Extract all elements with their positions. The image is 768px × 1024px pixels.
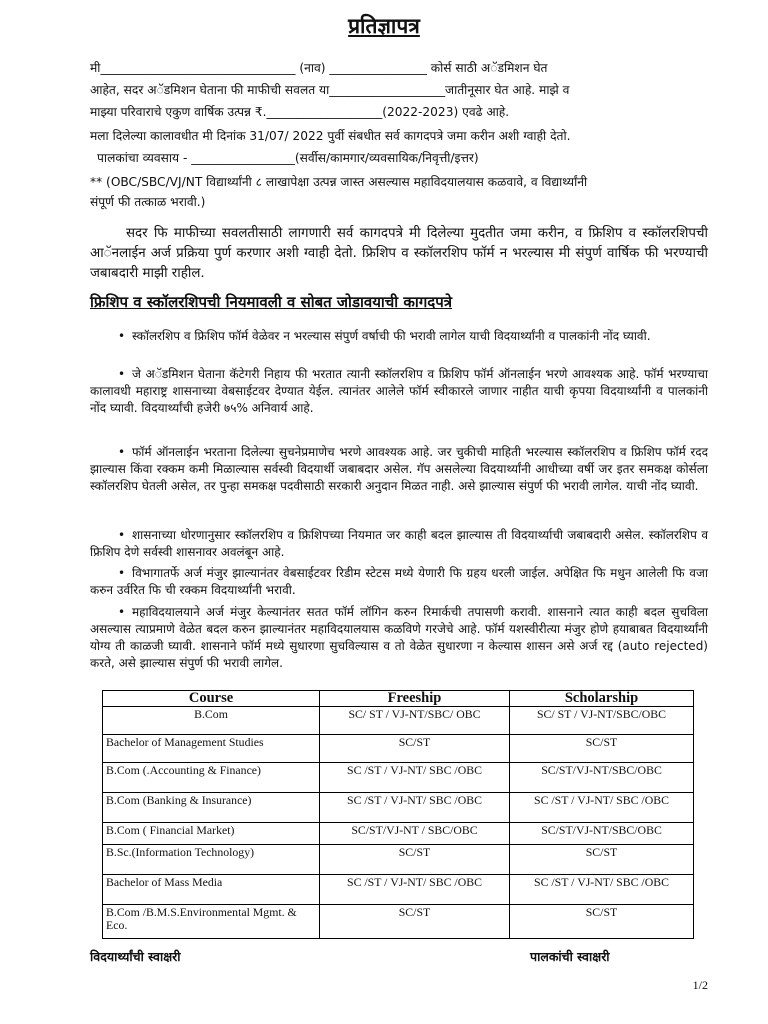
header-course: Course — [103, 691, 320, 707]
scholarship-cell: SC/ST/VJ-NT/SBC/OBC — [510, 763, 694, 793]
table-row — [103, 793, 694, 823]
student-signature-label: विदयार्थ्यांची स्वाक्षरी — [90, 949, 181, 964]
rule-item: • स्कॉलरशिप व फ्रिशिप फॉर्म वेळेवर न भरल्यास संपुर्ण वर्षाची फी भरावी लागेल याची विदयार्थ्यांनी व पालकांनी नोंद घ्यावी. — [118, 329, 651, 343]
form-line-caste: आहेत, सदर अॅडमिशन घेताना फी माफीची सवलत या___________________जातीनूसार घेत आहे. माझे व — [90, 83, 570, 97]
page-title: प्रतिज्ञापत्र — [348, 14, 420, 38]
course-cell: Bachelor of Mass Media — [103, 875, 320, 905]
rule-item: • फॉर्म ऑनलाईन भरताना दिलेल्या सुचनेप्रमाणेच भरणे आवश्यक आहे. जर चुकीची माहिती भरल्यास स्कॉलरशिप व फ्रिशिप फॉर्म रदद झाल्यास किंवा रक्कम कमी मिळाल्यास सर्वस्वी विदयार्थी जबाबदार असेल. गॅप असलेल्या विदयार्थ्यांनी आधीच्या वर्षी जर इतर समकक्ष कोर्सला स्कॉलरशिप घेतली असेल, तर पुन्हा समकक्ष पदवीसाठी सरकारी अनुदान मिळत नाही. असे झाल्यास संपुर्ण फी भरावी लागेल. याची नोंद घ्यावी. — [90, 445, 708, 493]
bullet-icon: • — [118, 445, 126, 459]
table-row — [103, 707, 694, 735]
rule-item: • जे अॅडमिशन घेताना कॅटेगरी निहाय फी भरतात त्यानी स्कॉलरशिप व फ्रिशिप फॉर्म ऑनलाईन भरणे आवश्यक आहे. फॉर्म भरण्याचा कालावधी महाराष्ट्र शासनाच्या वेबसाईटवर देण्यात येईल. त्यानंतर आलेले फॉर्म स्वीकारले जाणार नाहीत याची कृपया विदयार्थ्यांनी व पालकांनी नोंद घ्यावी. विदयार्थ्यांची हजेरी ७५% अनिवार्य आहे. — [90, 367, 708, 415]
table-row — [103, 763, 694, 793]
freeship-cell: SC/ST — [320, 735, 510, 763]
table-row — [103, 735, 694, 763]
course-cell: Bachelor of Management Studies — [103, 735, 320, 763]
freeship-cell: SC /ST / VJ-NT/ SBC /OBC — [320, 875, 510, 905]
table-row — [103, 905, 694, 939]
freeship-cell: SC/ST/VJ-NT / SBC/OBC — [320, 823, 510, 845]
form-line-note-cont: संपूर्ण फी तत्काळ भरावी.) — [90, 195, 206, 209]
rule-item: • विभागातर्फे अर्ज मंजुर झाल्यानंतर वेबसाईटवर रिडीम स्टेटस मध्ये येणारी फि ग्रहय धरली जाईल. अपेक्षित फि मधुन आलेली फि वजा करुन उर्वरित फि ची रक्कम विदयार्थ्यांनी भरावी. — [90, 566, 708, 597]
course-cell: B.Com — [103, 707, 320, 735]
scholarship-cell: SC/ST — [510, 735, 694, 763]
freeship-cell: SC /ST / VJ-NT/ SBC /OBC — [320, 793, 510, 823]
course-cell: B.Com ( Financial Market) — [103, 823, 320, 845]
scholarship-cell: SC/ ST / VJ-NT/SBC/OBC — [510, 707, 694, 735]
table-header-row — [103, 691, 694, 707]
form-line-note: ** (OBC/SBC/VJ/NT विद्यार्थ्यांनी ८ लाखापेक्षा उत्पन्न जास्त असल्यास महाविदयालयास कळवावे, व विद्यार्थ्यांनी — [90, 175, 588, 189]
bullet-icon: • — [118, 605, 126, 619]
scholarship-cell: SC/ST — [510, 845, 694, 875]
page-number: 1/2 — [692, 978, 708, 992]
bullet-icon: • — [118, 566, 126, 580]
rule-item: • महाविदयालयाने अर्ज मंजुर केल्यानंतर सतत फॉर्म लॉगिन करुन रिमार्कची तपासणी करावी. शासनाने त्यात काही बदल सुचविला असल्यास त्याप्रमाणे वेळेत बदल करुन झाल्यानंतर महाविदयालयास कळविणे गरजेचे आहे. फॉर्म यशस्वीरीत्या मंजुर होणे हयाबाबत विदयार्थ्यांनी योग्य ती काळजी घ्यावी. शासनाने फॉर्म मध्ये सुधारणा सुचविल्यास व तो वेळेत सुधारणा न केल्यास शासन असे अर्ज रद्द (auto rejected) करते, असे झाल्यास संपुर्ण फी भरावी लागेल. — [90, 605, 708, 670]
table-row — [103, 845, 694, 875]
table-row — [103, 823, 694, 845]
course-cell: B.Com (Banking & Insurance) — [103, 793, 320, 823]
freeship-cell: SC/ST — [320, 905, 510, 939]
parent-signature-label: पालकांची स्वाक्षरी — [530, 949, 610, 964]
table-row — [103, 875, 694, 905]
scholarship-cell: SC /ST / VJ-NT/ SBC /OBC — [510, 793, 694, 823]
course-cell: B.Com /B.M.S.Environmental Mgmt. & Eco. — [103, 905, 320, 939]
form-line-date: मला दिलेल्या कालावधीत मी दिनांक 31/07/ 2022 पुर्वी संबधीत सर्व कागदपत्रे जमा करीन अशी ग्वाही देतो. — [90, 129, 571, 143]
form-line-name: मी________________________________ (नाव) ________________ कोर्स साठी अॅडमिशन घेत — [90, 61, 548, 75]
freeship-cell: SC/ST — [320, 845, 510, 875]
header-scholarship: Scholarship — [510, 691, 694, 707]
course-cell: B.Com (.Accounting & Finance) — [103, 763, 320, 793]
scholarship-cell: SC /ST / VJ-NT/ SBC /OBC — [510, 875, 694, 905]
course-cell: B.Sc.(Information Technology) — [103, 845, 320, 875]
freeship-cell: SC /ST / VJ-NT/ SBC /OBC — [320, 763, 510, 793]
bullet-icon: • — [118, 367, 126, 381]
scholarship-cell: SC/ST/VJ-NT/SBC/OBC — [510, 823, 694, 845]
header-freeship: Freeship — [320, 691, 510, 707]
form-line-occupation: पालकांचा व्यवसाय - _________________(सर्वीस/कामगार/व्यवसायिक/निवृत्ती/इत्तर) — [97, 151, 479, 165]
bullet-icon: • — [118, 329, 126, 343]
freeship-cell: SC/ ST / VJ-NT/SBC/ OBC — [320, 707, 510, 735]
rule-item: • शासनाच्या धोरणानुसार स्कॉलरशिप व फ्रिशिपच्या नियमात जर काही बदल झाल्यास ती विदयार्थ्याची जबाबदारी असेल. स्कॉलरशिप व फ्रिशिप देणे सर्वस्वी शासनावर अवलंबून आहे. — [90, 528, 708, 559]
course-eligibility-table — [102, 690, 694, 939]
form-line-income: माझ्या परिवाराचे एकुण वार्षिक उत्पन्न ₹.___________________(2022-2023) एवढे आहे. — [90, 105, 510, 119]
rules-heading: फ्रिशिप व स्कॉलरशिपची नियमावली व सोबत जोडावयाची कागदपत्रे — [90, 293, 453, 311]
bullet-icon: • — [118, 528, 126, 542]
declaration-paragraph: सदर फि माफीच्या सवलतीसाठी लागणारी सर्व कागदपत्रे मी दिलेल्या मुदतीत जमा करीन, व फ्रिशिप व स्कॉलरशिपची आॅनलाईन अर्ज प्रक्रिया पुर्ण करणार अशी ग्वाही देतो. फ्रिशिप व स्कॉलरशिप फॉर्म न भरल्यास मी संपुर्ण वार्षिक फी भरण्याची जबाबदारी माझी राहील. — [90, 226, 708, 281]
scholarship-cell: SC/ST — [510, 905, 694, 939]
